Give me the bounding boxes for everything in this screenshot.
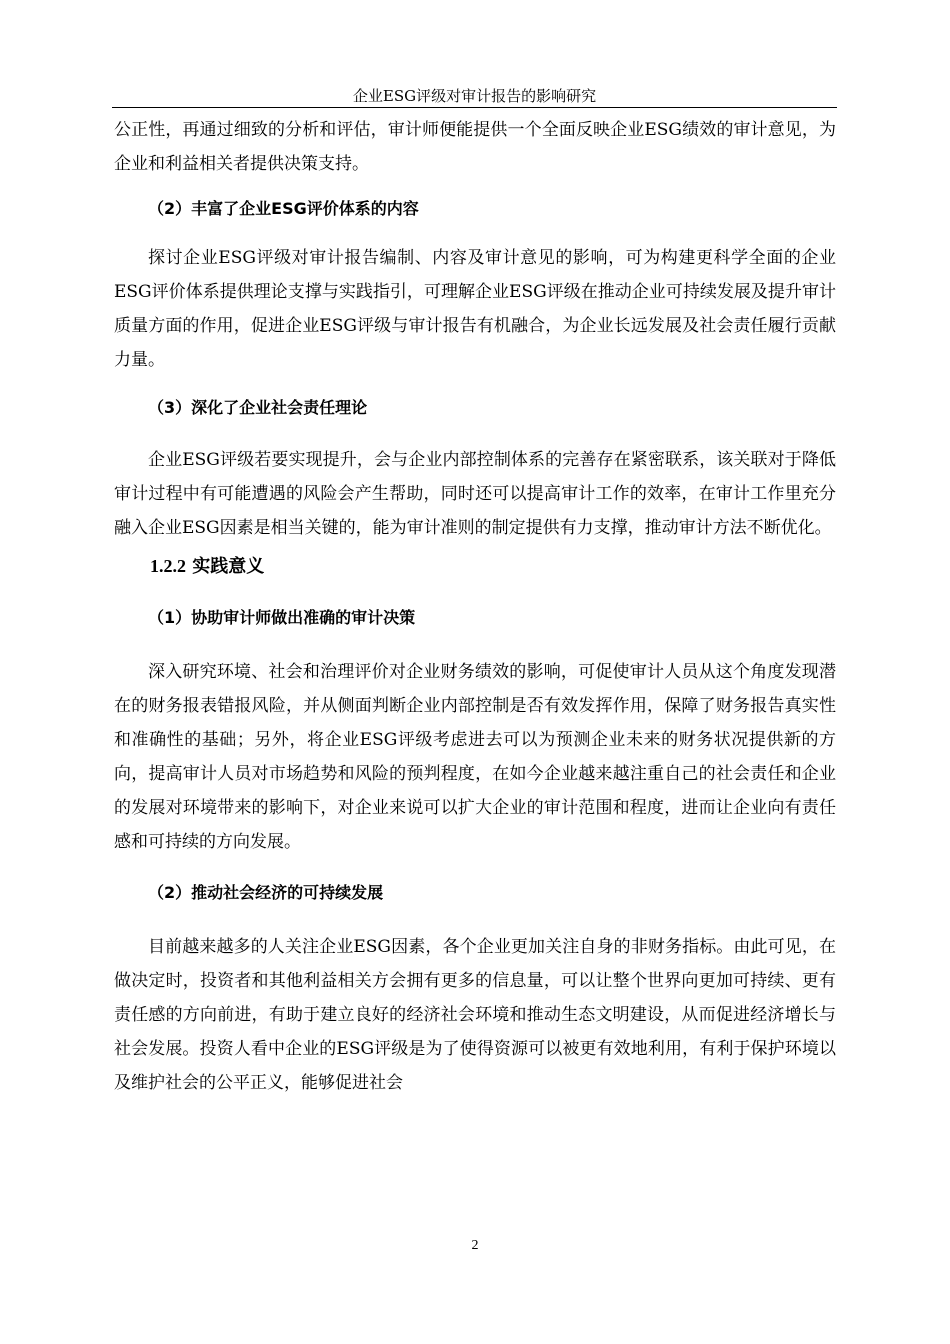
paragraph-practice-2: 目前越来越多的人关注企业ESG因素，各个企业更加关注自身的非财务指标。由此可见，在做决定时，投资者和其他利益相关方会拥有更多的信息量，可以让整个世界向更加可持续、更有责任感的方向前进，有助于建立良好的经济社会环境和推动生态文明建设，从而促进经济增长与社会发展。投资人看中企业的ESG评级是为了使得资源可以被更有效地利用，有利于保护环境以及维护社会的公平正义，能够促进社会 (114, 937, 836, 1093)
running-header: 企业ESG评级对审计报告的影响研究 (352, 87, 597, 105)
page-body (114, 113, 836, 1100)
paragraph-theory-3: 企业ESG评级若要实现提升，会与企业内部控制体系的完善存在紧密联系，该关联对于降低审计过程中有可能遭遇的风险会产生帮助，同时还可以提高审计工作的效率，在审计工作里充分融入企业ESG因素是相当关键的，能为审计准则的制定提供有力支撑，推动审计方法不断优化。 (114, 450, 836, 538)
subheading-practice-1: （1）协助审计师做出准确的审计决策 (148, 608, 416, 627)
subheading-practice-2: （2）推动社会经济的可持续发展 (148, 883, 384, 902)
header-rule (112, 107, 837, 108)
paragraph-intro: 公正性，再通过细致的分析和评估，审计师便能提供一个全面反映企业ESG绩效的审计意见，为企业和利益相关者提供决策支持。 (114, 120, 836, 174)
section-number: 1.2.2 (150, 556, 186, 576)
section-title: 实践意义 (192, 556, 265, 577)
subheading-theory-2: （2）丰富了企业ESG评价体系的内容 (148, 199, 419, 218)
page-number: 2 (471, 1238, 479, 1253)
paragraph-theory-2: 探讨企业ESG评级对审计报告编制、内容及审计意见的影响，可为构建更科学全面的企业ESG评价体系提供理论支撑与实践指引，可理解企业ESG评级在推动企业可持续发展及提升审计质量方面的作用，促进企业ESG评级与审计报告有机融合，为企业长远发展及社会责任履行贡献力量。 (114, 248, 836, 370)
subheading-theory-3: （3）深化了企业社会责任理论 (148, 398, 368, 417)
paragraph-practice-1: 深入研究环境、社会和治理评价对企业财务绩效的影响，可促使审计人员从这个角度发现潜在的财务报表错报风险，并从侧面判断企业内部控制是否有效发挥作用，保障了财务报告真实性和准确性的基础；另外，将企业ESG评级考虑进去可以为预测企业未来的财务状况提供新的方向，提高审计人员对市场趋势和风险的预判程度，在如今企业越来越注重自己的社会责任和企业的发展对环境带来的影响下，对企业来说可以扩大企业的审计范围和程度，进而让企业向有责任感和可持续的方向发展。 (114, 662, 836, 852)
section-heading (114, 551, 836, 582)
